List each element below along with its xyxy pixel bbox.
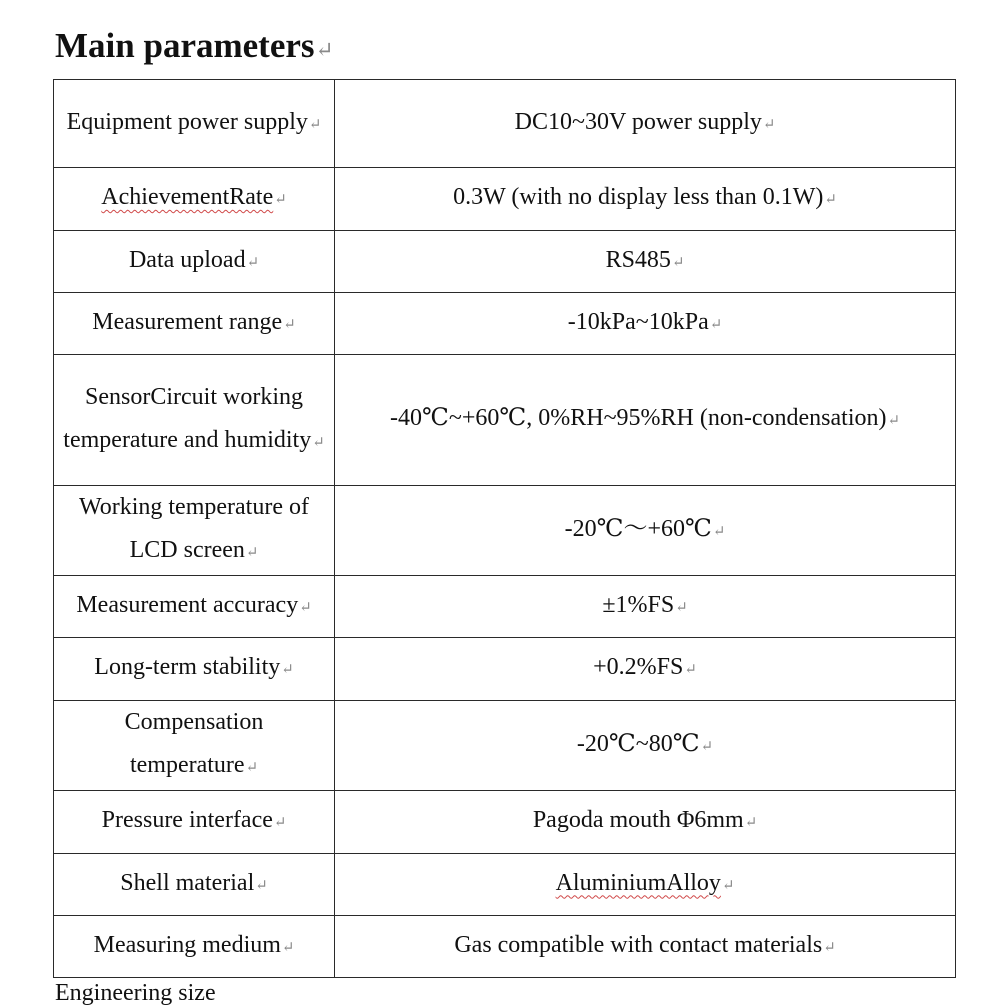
- parameter-name: Data upload: [128, 246, 246, 273]
- paragraph-mark-icon: ↵: [675, 599, 688, 616]
- table-row: [54, 293, 956, 355]
- parameter-value: -10kPa~10kPa: [567, 308, 709, 335]
- parameter-value-cell: [335, 916, 956, 978]
- parameter-value-cell: [335, 854, 956, 916]
- paragraph-mark-icon: ↵: [712, 523, 726, 540]
- paragraph-mark-icon: ↵: [823, 939, 836, 956]
- paragraph-mark-icon: ↵: [700, 738, 714, 755]
- parameter-name: Measuring medium: [93, 931, 281, 958]
- paragraph-mark-icon: ↵: [315, 38, 334, 62]
- parameter-value: ±1%FS: [602, 591, 675, 618]
- paragraph-mark-icon: ↵: [255, 877, 268, 894]
- parameter-value: +0.2%FS: [593, 654, 684, 680]
- parameter-value-cell: [335, 231, 956, 293]
- parameter-value: -20℃~80℃: [576, 730, 700, 757]
- parameter-value: RS485: [605, 246, 671, 273]
- table-row: [54, 576, 956, 638]
- parameter-value-cell: [335, 576, 956, 638]
- parameter-name: AchievementRate: [101, 184, 274, 210]
- table-row: [54, 701, 956, 791]
- paragraph-mark-icon: ↵: [312, 434, 325, 451]
- parameter-value-cell: [335, 486, 956, 576]
- parameters-table: [53, 79, 956, 978]
- paragraph-mark-icon: ↵: [283, 316, 296, 333]
- title-text: Main parameters: [55, 26, 315, 65]
- trailing-paragraph: Engineering size: [55, 980, 216, 1006]
- table-row: [54, 854, 956, 916]
- table-row: [54, 231, 956, 293]
- parameter-name: Pressure interface: [101, 807, 273, 833]
- parameter-value-cell: [335, 791, 956, 854]
- parameter-name-cell: [54, 80, 335, 168]
- parameter-name-cell: [54, 791, 335, 854]
- parameter-value-cell: [335, 168, 956, 231]
- parameter-value: DC10~30V power supply: [514, 108, 762, 135]
- parameter-value: -40℃~+60℃, 0%RH~95%RH (non-condensation): [390, 405, 887, 431]
- parameter-name: Working temperature of LCD screen: [79, 494, 309, 563]
- table-row: [54, 791, 956, 854]
- table-row: [54, 80, 956, 168]
- parameter-name-cell: [54, 638, 335, 701]
- paragraph-mark-icon: ↵: [887, 413, 900, 429]
- parameter-value-cell: [335, 638, 956, 701]
- parameter-name: Measurement accuracy: [76, 591, 299, 618]
- paragraph-mark-icon: ↵: [246, 254, 260, 271]
- parameter-value-cell: [335, 355, 956, 486]
- paragraph-mark-icon: ↵: [299, 599, 312, 616]
- parameter-name-cell: [54, 701, 335, 791]
- table-row: [54, 486, 956, 576]
- parameter-name-cell: [54, 355, 335, 486]
- paragraph-mark-icon: ↵: [709, 316, 723, 333]
- paragraph-mark-icon: ↵: [308, 116, 322, 133]
- table-row: [54, 355, 956, 486]
- parameter-name: Shell material: [120, 869, 255, 896]
- parameter-value-cell: [335, 80, 956, 168]
- paragraph-mark-icon: ↵: [245, 545, 259, 561]
- paragraph-mark-icon: ↵: [721, 877, 735, 894]
- paragraph-mark-icon: ↵: [274, 192, 287, 208]
- parameter-value: Pagoda mouth Φ6mm: [532, 807, 744, 833]
- parameter-name: SensorCircuit working temperature and humidity: [63, 383, 312, 453]
- table-row: [54, 168, 956, 231]
- paragraph-mark-icon: ↵: [273, 815, 287, 831]
- parameter-value: 0.3W (with no display less than 0.1W): [453, 184, 824, 210]
- table-row: [54, 916, 956, 978]
- paragraph-mark-icon: ↵: [762, 116, 776, 133]
- parameter-name-cell: [54, 854, 335, 916]
- paragraph-mark-icon: ↵: [824, 192, 837, 208]
- parameter-name-cell: [54, 486, 335, 576]
- parameter-name-cell: [54, 231, 335, 293]
- page-title: [55, 22, 334, 74]
- paragraph-mark-icon: ↵: [744, 815, 758, 831]
- paragraph-mark-icon: ↵: [245, 760, 259, 776]
- paragraph-mark-icon: ↵: [281, 662, 294, 678]
- paragraph-mark-icon: ↵: [671, 254, 685, 271]
- parameter-value-cell: [335, 293, 956, 355]
- paragraph-mark-icon: ↵: [684, 662, 697, 678]
- parameter-name: Equipment power supply: [66, 108, 308, 135]
- parameter-value: -20℃～+60℃: [564, 515, 712, 542]
- parameter-value: Gas compatible with contact materials: [454, 931, 823, 958]
- parameter-name: Compensation temperature: [124, 709, 264, 778]
- parameter-name: Measurement range: [92, 308, 283, 335]
- parameter-name: Long-term stability: [94, 654, 281, 680]
- paragraph-mark-icon: ↵: [281, 939, 295, 956]
- parameter-name-cell: [54, 916, 335, 978]
- parameter-value: AluminiumAlloy: [555, 869, 721, 896]
- parameter-name-cell: [54, 576, 335, 638]
- table-row: [54, 638, 956, 701]
- parameter-value-cell: [335, 701, 956, 791]
- parameter-name-cell: [54, 293, 335, 355]
- parameter-name-cell: [54, 168, 335, 231]
